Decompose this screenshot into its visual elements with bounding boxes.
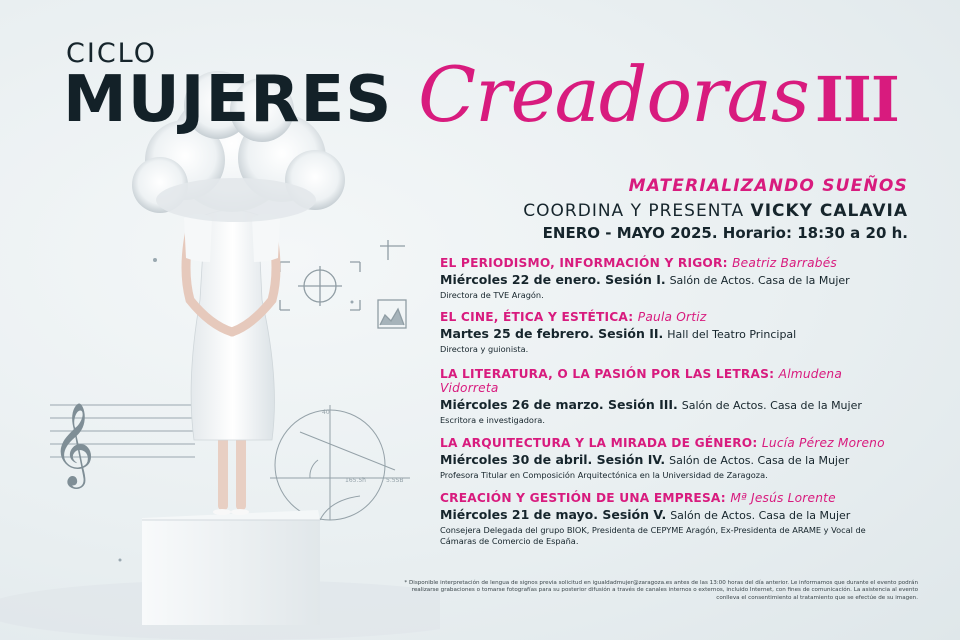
session-when (440, 272, 915, 289)
session-topic: CREACIÓN Y GESTIÓN DE UNA EMPRESA: (440, 491, 726, 505)
viewfinder-icon (280, 240, 406, 328)
session-item (440, 367, 915, 426)
session-title (440, 491, 915, 505)
svg-text:40: 40 (322, 409, 330, 416)
session-speaker: Paula Ortiz (637, 310, 707, 324)
session-item (440, 436, 915, 481)
session-place: Salón de Actos. Casa de la Mujer (669, 454, 850, 467)
session-desc: Consejera Delegada del grupo BIOK, Presidenta de CEPYME Aragón, Ex-Presidenta de ARAME y Vocal de Cámaras de Comercio de España. (440, 525, 866, 546)
session-place: Salón de Actos. Casa de la Mujer (681, 399, 862, 412)
session-day: Miércoles 22 de enero. Sesión I. (440, 272, 666, 287)
session-desc: Directora y guionista. (440, 344, 529, 354)
session-when (440, 452, 915, 469)
pedestal (142, 510, 320, 625)
session-item (440, 310, 915, 355)
session-day: Miércoles 26 de marzo. Sesión III. (440, 397, 678, 412)
heading-ciclo: CICLO (66, 38, 157, 69)
session-title (440, 256, 915, 270)
heading-edition: III (814, 63, 899, 136)
session-place: Hall del Teatro Principal (667, 328, 797, 341)
session-desc: Directora de TVE Aragón. (440, 290, 544, 300)
session-when (440, 326, 915, 343)
session-speaker: Lucía Pérez Moreno (761, 436, 885, 450)
session-when (440, 507, 915, 524)
session-day: Martes 25 de febrero. Sesión II. (440, 326, 664, 341)
session-speaker: Mª Jesús Lorente (730, 491, 836, 505)
session-topic: LA ARQUITECTURA Y LA MIRADA DE GÉNERO: (440, 436, 758, 450)
session-speaker: Almudena Vidorreta (440, 367, 843, 395)
treble-clef-icon: 𝄞 (52, 401, 95, 485)
coordinator-prefix: COORDINA Y PRESENTA (523, 201, 745, 221)
session-desc: Profesora Titular en Composición Arquitectónica en la Universidad de Zaragoza. (440, 470, 768, 480)
session-place: Salón de Actos. Casa de la Mujer (669, 274, 850, 287)
session-title (440, 310, 915, 324)
subtitle: MATERIALIZANDO SUEÑOS (628, 176, 908, 196)
session-title (440, 367, 880, 395)
sessions-list (440, 256, 915, 547)
coordinator-line (523, 201, 908, 221)
geometry-sketch (270, 405, 410, 520)
session-topic: EL CINE, ÉTICA Y ESTÉTICA: (440, 310, 634, 324)
schedule-dates: ENERO - MAYO 2025. Horario: 18:30 a 20 h. (542, 224, 908, 242)
coordinator-name: VICKY CALAVIA (750, 201, 908, 221)
session-day: Miércoles 21 de mayo. Sesión V. (440, 507, 667, 522)
session-speaker: Beatriz Barrabés (732, 256, 837, 270)
session-topic: LA LITERATURA, O LA PASIÓN POR LAS LETRAS: (440, 367, 775, 381)
legs (218, 430, 246, 510)
svg-text:165.5h: 165.5h (345, 477, 366, 484)
session-day: Miércoles 30 de abril. Sesión IV. (440, 452, 666, 467)
footnote: * Disponible interpretación de lengua de signos previa solicitud en igualdadmujer@zaragoza.es antes de las 13:00 horas del día anterior. Le informamos que durante el evento podrán realizarse grabaciones o tomarse fotografías para su posterior difusión a través de canales internos o externos, incluido Internet, con fines de comunicación. La asistencia al evento conlleva el consentimiento al tratamiento que se efectúe de su imagen. (404, 580, 918, 601)
session-topic: EL PERIODISMO, INFORMACIÓN Y RIGOR: (440, 256, 728, 270)
session-title (440, 436, 915, 450)
svg-text:5.5SB: 5.5SB (386, 477, 404, 484)
heading-creadoras (418, 50, 899, 139)
session-when (440, 397, 915, 414)
heading-creadoras-word: Creadoras (418, 50, 809, 139)
session-item (440, 491, 915, 547)
heading-mujeres: MUJERES (63, 63, 393, 137)
session-desc: Escritora e investigadora. (440, 415, 545, 425)
session-place: Salón de Actos. Casa de la Mujer (670, 509, 851, 522)
session-item (440, 256, 915, 301)
